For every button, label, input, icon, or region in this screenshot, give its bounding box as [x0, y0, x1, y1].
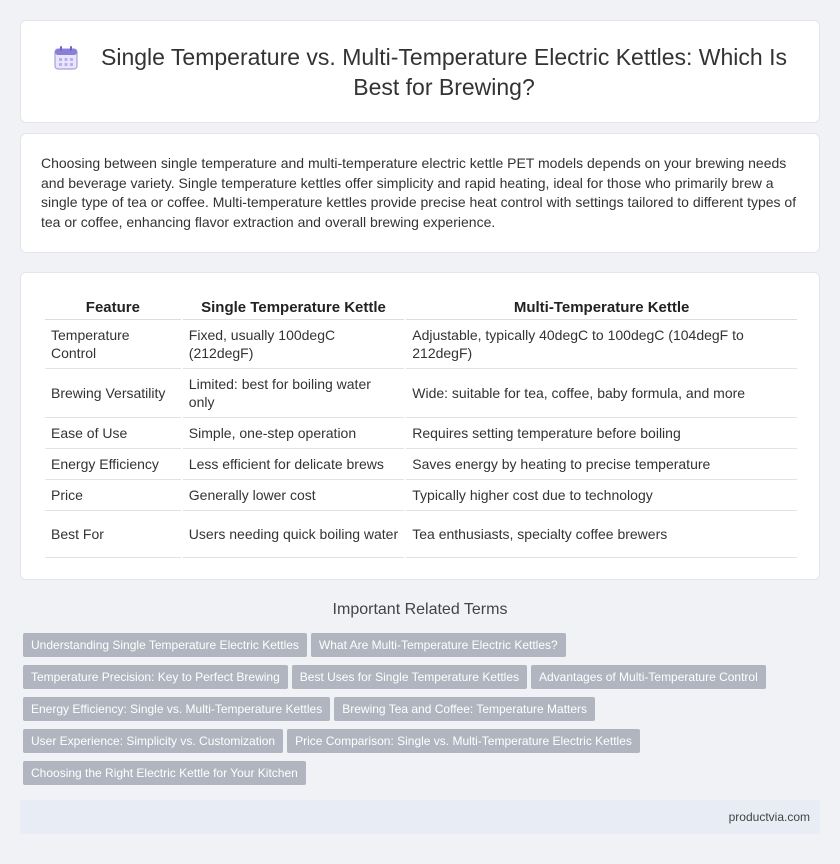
header-feature: Feature: [45, 295, 181, 320]
calendar-icon: [51, 43, 81, 73]
related-tag[interactable]: Energy Efficiency: Single vs. Multi-Temperature Kettles: [23, 697, 330, 721]
intro-paragraph: Choosing between single temperature and multi-temperature electric kettle PET models depends on your brewing needs and beverage variety. Single temperature kettles offer simplicity and rapid heating, ideal for those who primarily brew a single type of tea or coffee. Multi-temperature kettles provide precise heat control with settings tailored to different types of tea or coffee, enhancing flavor extraction and overall brewing experience.: [41, 155, 797, 230]
header-single-temperature: Single Temperature Kettle: [183, 295, 404, 320]
footer: [20, 800, 820, 834]
table-cell: Simple, one-step operation: [183, 418, 404, 449]
table-cell: Adjustable, typically 40degC to 100degC (104degF to 212degF): [406, 320, 797, 369]
table-cell: Temperature Control: [45, 320, 181, 369]
comparison-table: [43, 295, 799, 558]
related-tag[interactable]: What Are Multi-Temperature Electric Kettles?: [311, 633, 566, 657]
table-header-row: [45, 295, 797, 320]
table-row: [45, 511, 797, 558]
table-cell: Tea enthusiasts, specialty coffee brewers: [406, 511, 797, 558]
table-row: [45, 480, 797, 511]
related-tag[interactable]: User Experience: Simplicity vs. Customization: [23, 729, 283, 753]
table-cell: Requires setting temperature before boiling: [406, 418, 797, 449]
table-cell: Fixed, usually 100degC (212degF): [183, 320, 404, 369]
footer-brand[interactable]: productvia.com: [728, 810, 810, 824]
table-cell: Brewing Versatility: [45, 369, 181, 418]
table-cell: Users needing quick boiling water: [183, 511, 404, 558]
related-tag[interactable]: Choosing the Right Electric Kettle for Your Kitchen: [23, 761, 306, 785]
table-row: [45, 320, 797, 369]
page-title: Single Temperature vs. Multi-Temperature Electric Kettles: Which Is Best for Brewing?: [101, 43, 787, 100]
table-cell: Best For: [45, 511, 181, 558]
header-multi-temperature: Multi-Temperature Kettle: [406, 295, 797, 320]
table-cell: Energy Efficiency: [45, 449, 181, 480]
table-cell: Wide: suitable for tea, coffee, baby formula, and more: [406, 369, 797, 418]
related-tag[interactable]: Temperature Precision: Key to Perfect Brewing: [23, 665, 288, 689]
related-tag[interactable]: Best Uses for Single Temperature Kettles: [292, 665, 527, 689]
table-cell: Ease of Use: [45, 418, 181, 449]
table-cell: Saves energy by heating to precise temperature: [406, 449, 797, 480]
intro-card: [20, 133, 820, 253]
table-row: [45, 418, 797, 449]
table-row: [45, 369, 797, 418]
related-tag[interactable]: Price Comparison: Single vs. Multi-Temperature Electric Kettles: [287, 729, 640, 753]
related-tag[interactable]: Advantages of Multi-Temperature Control: [531, 665, 766, 689]
table-cell: Typically higher cost due to technology: [406, 480, 797, 511]
table-cell: Less efficient for delicate brews: [183, 449, 404, 480]
comparison-table-card: [20, 272, 820, 580]
table-cell: Price: [45, 480, 181, 511]
table-row: [45, 449, 797, 480]
related-tag[interactable]: Brewing Tea and Coffee: Temperature Matters: [334, 697, 595, 721]
title-card: [20, 20, 820, 123]
related-tag[interactable]: Understanding Single Temperature Electric Kettles: [23, 633, 307, 657]
related-terms-heading: Important Related Terms: [332, 601, 508, 618]
related-terms-tags: [23, 633, 823, 793]
table-cell: Generally lower cost: [183, 480, 404, 511]
table-cell: Limited: best for boiling water only: [183, 369, 404, 418]
